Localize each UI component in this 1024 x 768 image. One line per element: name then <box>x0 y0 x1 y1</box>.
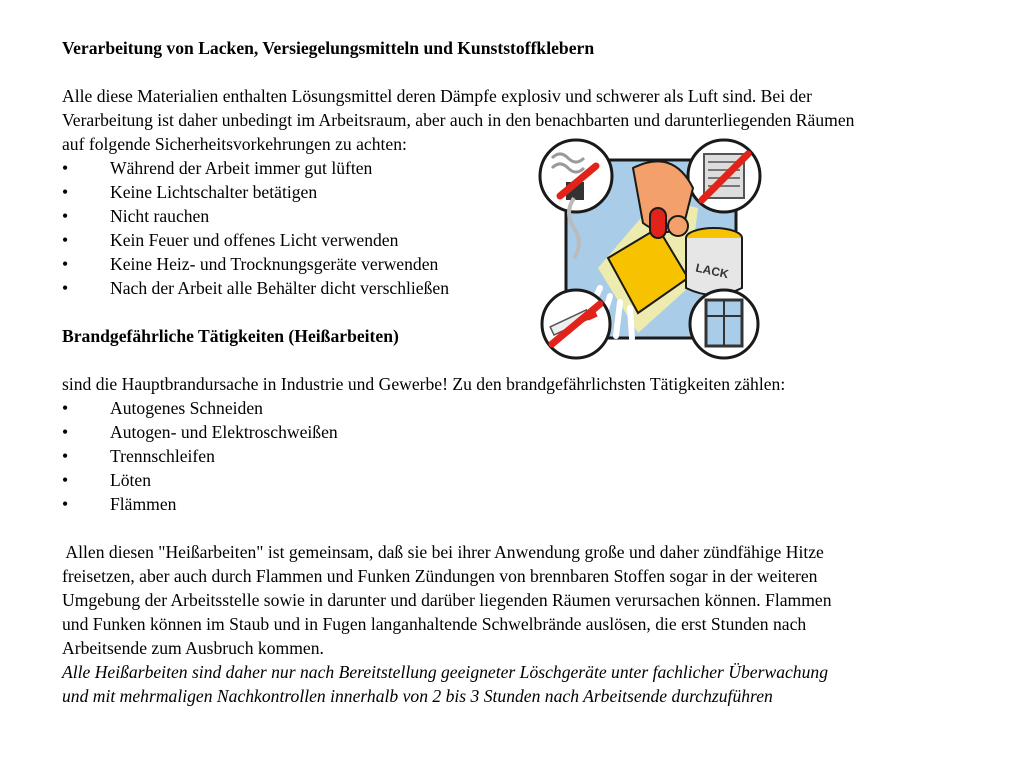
spacer <box>62 516 972 540</box>
bullet-text: Keine Heiz- und Trocknungsgeräte verwenden <box>110 254 439 274</box>
bullet-symbol: • <box>62 422 69 442</box>
bullet-text: Kein Feuer und offenes Licht verwenden <box>110 230 399 250</box>
bullet-symbol: • <box>62 470 69 490</box>
bullet-text: Flämmen <box>110 494 177 514</box>
bullet-symbol: • <box>62 278 69 298</box>
section2-body-line-2: freisetzen, aber auch durch Flammen und Funken Zündungen von brennbaren Stoffen sogar in der weiteren <box>62 566 818 586</box>
section2-bullet-item <box>62 420 972 444</box>
section1-bullet-item <box>62 204 972 228</box>
bullet-text: Nach der Arbeit alle Behälter dicht verschließen <box>110 278 450 298</box>
section2-italic-line-1: Alle Heißarbeiten sind daher nur nach Bereitstellung geeigneter Löschgeräte unter fachlicher Überwachung <box>62 662 828 682</box>
no-light-switch-icon <box>540 140 612 212</box>
spacer <box>62 60 972 84</box>
document-page <box>62 36 972 708</box>
bullet-text: Während der Arbeit immer gut lüften <box>110 158 373 178</box>
bullet-text: Autogenes Schneiden <box>110 398 263 418</box>
section1-bullet-item <box>62 252 972 276</box>
bullet-text: Nicht rauchen <box>110 206 210 226</box>
section1-bullet-item <box>62 156 972 180</box>
spacer <box>62 348 972 372</box>
section2-heading: Brandgefährliche Tätigkeiten (Heißarbeiten) <box>62 326 399 346</box>
bullet-text: Autogen- und Elektroschweißen <box>110 422 338 442</box>
section1-bullet-item <box>62 180 972 204</box>
open-window-icon <box>690 290 758 358</box>
section1-bullet-item <box>62 228 972 252</box>
section2-bullet-item <box>62 468 972 492</box>
bullet-symbol: • <box>62 494 69 514</box>
no-smoking-icon <box>542 290 610 358</box>
safety-illustration-svg <box>538 138 764 360</box>
section1-bullet-item <box>62 276 972 300</box>
no-heater-icon <box>688 140 760 212</box>
section1-heading: Verarbeitung von Lacken, Versiegelungsmitteln und Kunststoffklebern <box>62 38 595 58</box>
bullet-symbol: • <box>62 182 69 202</box>
bullet-symbol: • <box>62 254 69 274</box>
section2-italic-line-2: und mit mehrmaligen Nachkontrollen innerhalb von 2 bis 3 Stunden nach Arbeitsende durchzuführen <box>62 686 773 706</box>
bullet-symbol: • <box>62 158 69 178</box>
bullet-text: Trennschleifen <box>110 446 215 466</box>
section2-bullet-item <box>62 492 972 516</box>
section2-bullet-item <box>62 396 972 420</box>
paint-can-icon <box>686 228 742 295</box>
safety-illustration <box>538 138 764 360</box>
bullet-symbol: • <box>62 206 69 226</box>
can-label: LACK <box>694 260 730 282</box>
bullet-symbol: • <box>62 446 69 466</box>
section2-body-line-3: Umgebung der Arbeitsstelle sowie in darunter und darüber liegenden Räumen verursachen können. Flammen <box>62 590 832 610</box>
spacer <box>62 300 972 324</box>
section1-intro-line-2: Verarbeitung ist daher unbedingt im Arbeitsraum, aber auch in den benachbarten und darunterliegenden Räumen <box>62 110 855 130</box>
section2-intro: sind die Hauptbrandursache in Industrie und Gewerbe! Zu den brandgefährlichsten Tätigkeiten zählen: <box>62 374 786 394</box>
bullet-text: Keine Lichtschalter betätigen <box>110 182 318 202</box>
section1-intro-line-3: auf folgende Sicherheitsvorkehrungen zu achten: <box>62 134 407 154</box>
section2-body-line-4: und Funken können im Staub und in Fugen langanhaltende Schwelbrände auslösen, die erst Stunden nach <box>62 614 807 634</box>
section2-body-line-5: Arbeitsende zum Ausbruch kommen. <box>62 638 324 658</box>
section2-bullet-item <box>62 444 972 468</box>
bullet-symbol: • <box>62 398 69 418</box>
section2-body-line-1: Allen diesen "Heißarbeiten" ist gemeinsam, daß sie bei ihrer Anwendung große und daher zündfähige Hitze <box>62 542 824 562</box>
bullet-text: Löten <box>110 470 152 490</box>
section1-intro-line-1: Alle diese Materialien enthalten Lösungsmittel deren Dämpfe explosiv und schwerer als Luft sind. Bei der <box>62 86 812 106</box>
bullet-symbol: • <box>62 230 69 250</box>
